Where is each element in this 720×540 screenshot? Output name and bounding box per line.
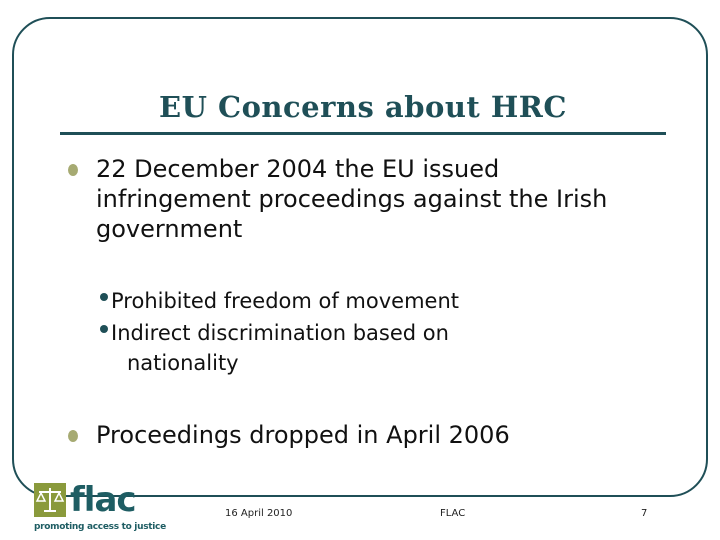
slide-title: EU Concerns about HRC xyxy=(159,90,567,124)
title-divider xyxy=(60,132,666,135)
footer-date: 16 April 2010 xyxy=(225,508,293,519)
flac-logo xyxy=(30,476,166,538)
bullet-marker-2 xyxy=(68,430,78,442)
logo-wordmark: flac xyxy=(70,480,136,520)
bullet-marker-1 xyxy=(68,164,78,176)
scales-of-justice-icon xyxy=(34,483,66,517)
subbullet-1-marker xyxy=(100,293,108,301)
bullet-2-text: Proceedings dropped in April 2006 xyxy=(96,421,510,449)
subbullet-2 xyxy=(100,318,600,378)
footer-center-text: FLAC xyxy=(440,508,466,519)
logo-tagline: promoting access to justice xyxy=(34,522,166,532)
subbullet-2-marker xyxy=(100,325,108,333)
bullet-1-text: 22 December 2004 the EU issued infringement proceedings against the Irish government xyxy=(96,155,608,243)
subbullet-1-text: Prohibited freedom of movement xyxy=(111,289,459,313)
subbullet-2-text-line2: nationality xyxy=(127,351,239,375)
subbullet-1 xyxy=(100,286,459,316)
subbullet-2-text-line1: Indirect discrimination based on xyxy=(111,321,449,345)
footer-page-number: 7 xyxy=(641,508,648,519)
